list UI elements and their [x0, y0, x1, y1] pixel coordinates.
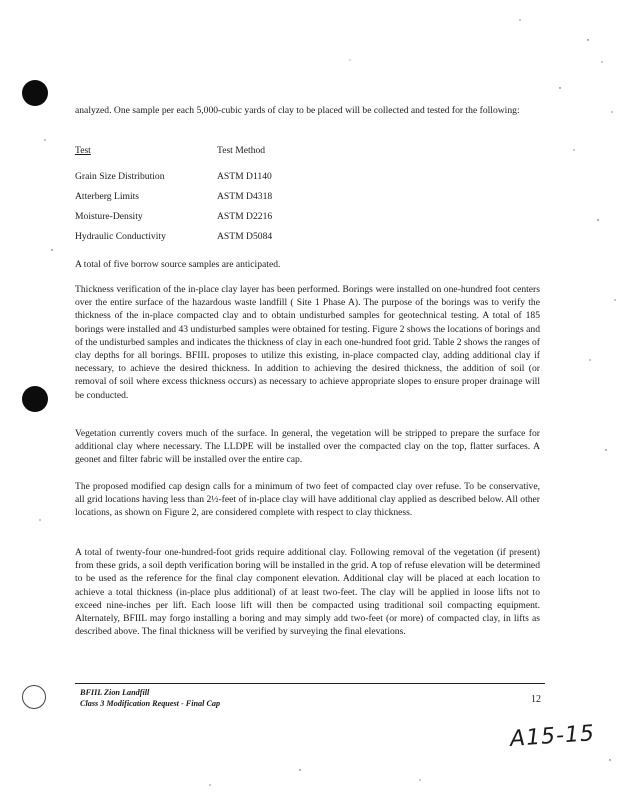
- footer-divider: [75, 683, 545, 684]
- header-test: Test: [75, 145, 91, 156]
- table-row: Moisture-Density ASTM D2216: [75, 211, 273, 222]
- samples-note: A total of five borrow source samples are anticipated.: [75, 259, 281, 270]
- footer-site-name: BFIIL Zion Landfill: [80, 688, 150, 697]
- footer-document-title: Class 3 Modification Request - Final Cap: [80, 699, 221, 708]
- intro-paragraph: analyzed. One sample per each 5,000-cubic yards of clay to be placed will be collected and tested for the following:: [75, 105, 520, 116]
- paragraph-additional-clay: A total of twenty-four one-hundred-foot grids require additional clay. Following removal of the vegetation (if present) from these grids, a soil depth verification boring will be installed in the grid. A top of refuse elevation will be determined to be used as the reference for the final clay component elevation. Additional clay will be placed at each location to achieve a total thickness (in-place plus additional) of at least two-feet. The clay will be applied in loose lifts not to exceed nine-inches per lift. Each loose lift will then be compacted using traditional soil compacting equipment. Alternately, BFIIL may forgo installing a boring and may simply add two-feet (or more) of compacted clay, in lifts as described above. The final thickness will be verified by surveying the final elevations.: [75, 547, 540, 638]
- paragraph-cap-design: The proposed modified cap design calls for a minimum of two feet of compacted clay over refuse. To be conservative, all grid locations having less than 2½-feet of in-place clay will have additional clay applied as described below. All other locations, as shown on Figure 2, are considered complete with respect to clay thickness.: [75, 481, 540, 519]
- page-number: 12: [531, 694, 541, 705]
- header-test-method: Test Method: [217, 145, 266, 156]
- table-row: Atterberg Limits ASTM D4318: [75, 191, 273, 202]
- table-row: Hydraulic Conductivity ASTM D5084: [75, 231, 273, 242]
- paragraph-thickness-verification: Thickness verification of the in-place clay layer has been performed. Borings were installed on one-hundred foot centers over the entire surface of the hazardous waste landfill ( Site 1 Phase A). The purpose of the borings was to verify the thickness of the in-place compacted clay and to obtain undisturbed samples for geotechnical testing. A total of 185 borings were installed and 43 undisturbed samples were obtained for testing. Figure 2 shows the locations of borings and of the undisturbed samples and indicates the thickness of clay in each one-hundred foot grid. Table 2 shows the ranges of clay depths for all borings. BFIIL proposes to utilize this existing, in-place compacted clay, adding additional clay if necessary, to achieve the desired thickness. In addition to achieving the desired thickness, the addition of soil (or removal of soil where excess thickness occurs) as necessary to achieve appropriate slopes to ensure proper drainage will be conducted.: [75, 284, 540, 401]
- test-table-header: [75, 145, 266, 156]
- table-row: Grain Size Distribution ASTM D1140: [75, 171, 272, 182]
- handwritten-document-id: A15-15: [509, 721, 596, 752]
- paragraph-vegetation: Vegetation currently covers much of the surface. In general, the vegetation will be stripped to prepare the surface for additional clay where necessary. The LLDPE will be installed over the compacted clay on the top, flatter surfaces. A geonet and filter fabric will be installed over the entire cap.: [75, 428, 540, 466]
